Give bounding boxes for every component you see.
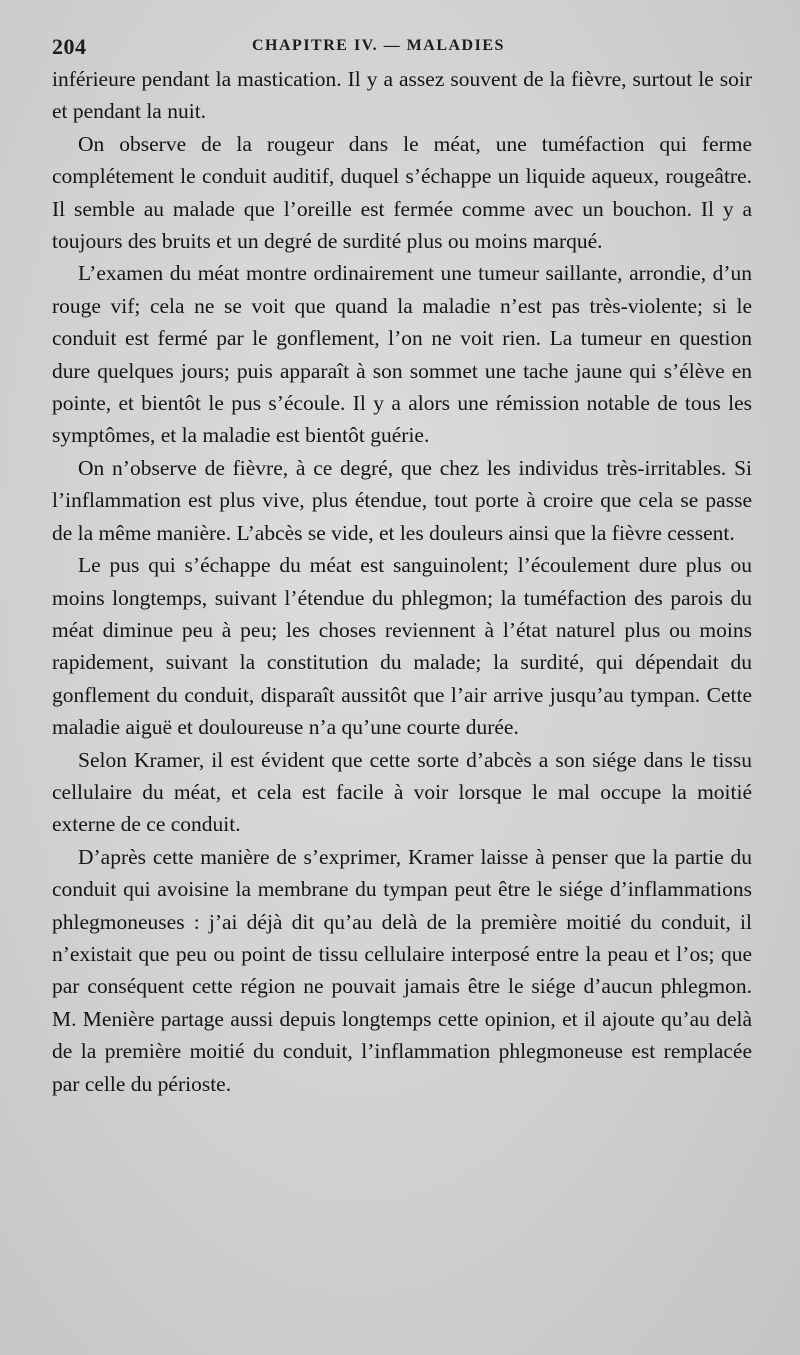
running-title: CHAPITRE IV. — MALADIES (252, 37, 505, 54)
page-number: 204 (52, 34, 87, 59)
paragraph-rougeur: On observe de la rougeur dans le méat, une tuméfaction qui ferme complétement le conduit auditif, duquel s’échappe un liquide aqueux, rougeâtre. Il semble au malade que l’oreille est fermée comme avec un bouchon. Il y a toujours des bruits et un degré de surdité plus ou moins marqué. (52, 131, 752, 254)
paragraph-pus: Le pus qui s’échappe du méat est sanguinolent; l’écoulement dure plus ou moins longtemps, suivant l’étendue du phlegmon; la tuméfaction des parois du méat diminue peu à peu; les choses reviennent à l’état naturel plus ou moins rapidement, suivant la constitution du malade; la surdité, qui dépendait du gonflement du conduit, disparaît aussitôt que l’air arrive jusqu’au tympan. Cette maladie aiguë et douloureuse n’a qu’une courte durée. (52, 553, 752, 740)
paragraph-fievre: On n’observe de fièvre, à ce degré, que chez les individus très-irritables. Si l’inflammation est plus vive, plus étendue, tout porte à croire que cela se passe de la même manière. L’abcès se vide, et les douleurs ainsi que la fièvre cessent. (52, 455, 752, 545)
paragraph-examen: L’examen du méat montre ordinairement une tumeur saillante, arrondie, d’un rouge vif; cela ne se voit que quand la maladie n’est pas très-violente; si le conduit est fermé par le gonflement, l’on ne voit rien. La tumeur en question dure quelques jours; puis apparaît à son sommet une tache jaune qui s’élève en pointe, et bientôt le pus s’écoule. Il y a alors une rémission notable de tous les symptômes, et la maladie est bientôt guérie. (52, 261, 752, 448)
paragraph-kramer: Selon Kramer, il est évident que cette sorte d’abcès a son siége dans le tissu cellulaire du méat, et cela est facile à voir lorsque le mal occupe la moitié externe de ce conduit. (52, 747, 752, 837)
paragraph-menière: D’après cette manière de s’exprimer, Kramer laisse à penser que la partie du conduit qui avoisine la membrane du tympan peut être le siége d’inflammations phlegmoneuses : j’ai déjà dit qu’au delà de la première moitié du conduit, il n’existait que peu ou point de tissu cellulaire interposé entre la peau et l’os; que par conséquent cette région ne pouvait jamais être le siége d’aucun phlegmon. M. Menière partage aussi depuis longtemps cette opinion, et il ajoute qu’au delà de la première moitié du conduit, l’inflammation phlegmoneuse est remplacée par celle du périoste. (52, 844, 752, 1096)
page-header (52, 34, 752, 60)
body-text (52, 63, 752, 1100)
paragraph-continuation: inférieure pendant la mastication. Il y a assez souvent de la fièvre, surtout le soir et pendant la nuit. (52, 67, 752, 124)
